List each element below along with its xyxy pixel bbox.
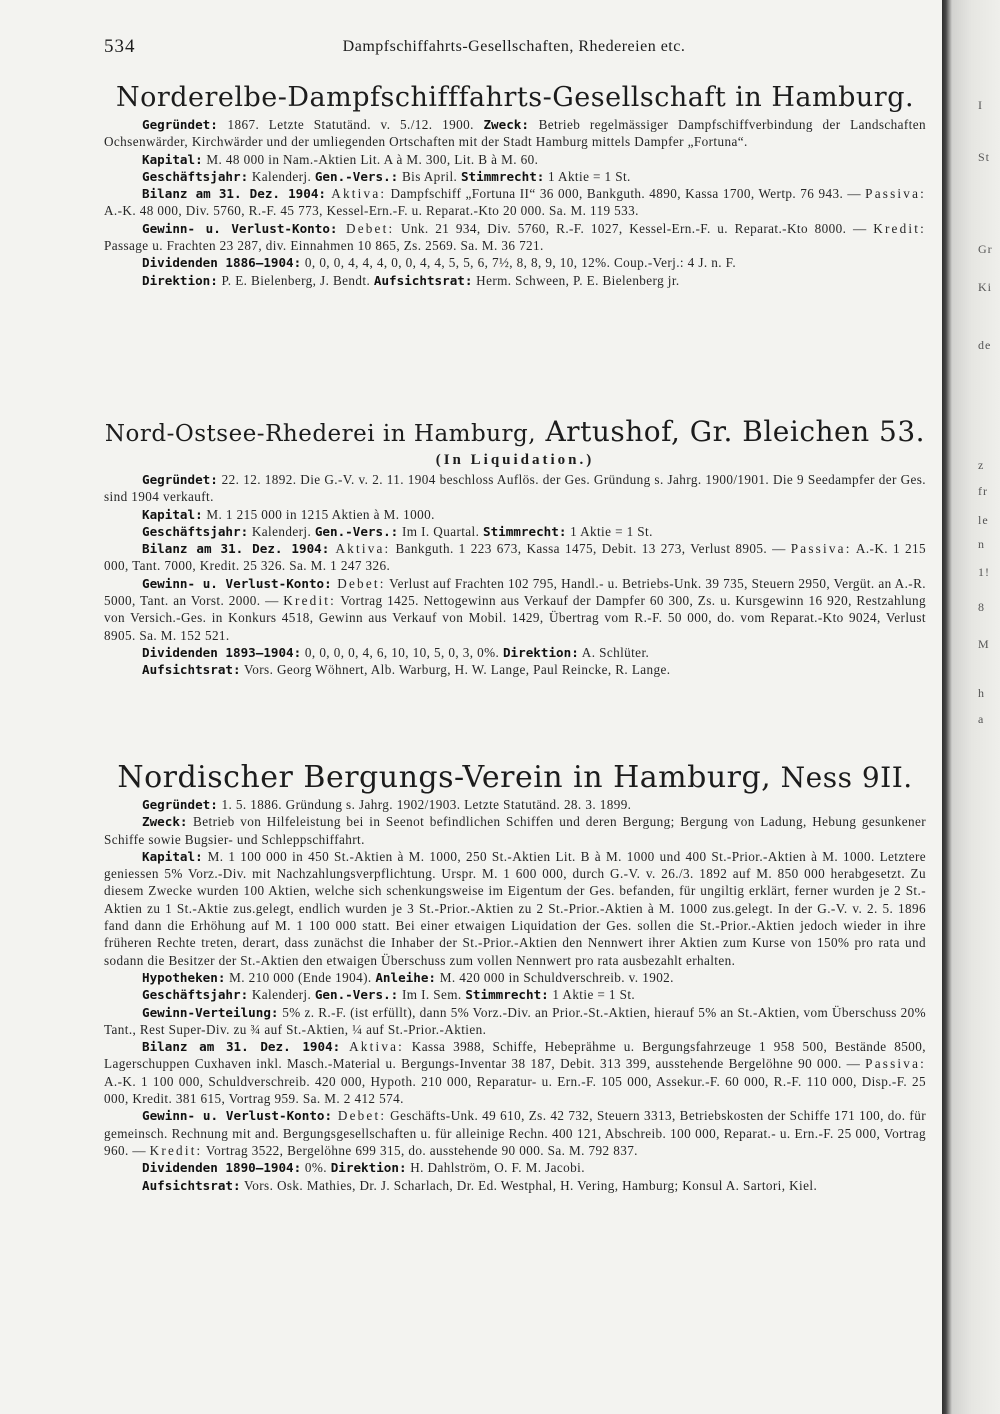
margin-fragment: I <box>978 98 983 112</box>
field-value: M. 210 000 (Ende 1904). <box>225 969 376 985</box>
field-value: Kalenderj. <box>248 523 315 539</box>
field-value: 1. 5. 1886. Gründung s. Jahrg. 1902/1903. Letzte Statutänd. 28. 3. 1899. <box>217 797 632 812</box>
field-value: 1 Aktie = 1 St. <box>566 523 653 539</box>
entry-paragraph <box>104 220 926 255</box>
entry-paragraph <box>104 506 926 523</box>
field-label: Zweck: <box>483 117 529 132</box>
field-label: Kapital: <box>142 506 203 522</box>
field-label: Gewinn- u. Verlust-Konto: <box>142 1108 333 1124</box>
entry-paragraph <box>104 1004 926 1039</box>
company-title <box>104 414 926 452</box>
field-label: Geschäftsjahr: <box>142 987 249 1003</box>
field-value: A.-K. 48 000, Div. 5760, R.-F. 45 773, Kessel-Ern.-F. u. Reparat.-Kto 20 000. Sa. M. 119 533. <box>104 203 639 219</box>
entry-paragraph <box>104 523 926 540</box>
field-label: Geschäftsjahr: <box>142 168 249 184</box>
field-value: Kalenderj. <box>248 987 315 1003</box>
spaced-heading: Kredit: <box>283 593 337 609</box>
field-value: Bankguth. 1 223 673, Kassa 1475, Debit. 13 273, Verlust 8905. — <box>390 541 791 557</box>
spaced-heading: Kredit: <box>149 1142 203 1158</box>
field-value: Verlust auf Frachten 102 795, Handl.- u. Betriebs-Unk. 39 735, Steuern 2950, Vergüt. an A.-R. 5000, Tant. an Vorst. 2000. — <box>104 575 926 609</box>
company-address: Artushof, Gr. Bleichen 53. <box>536 415 926 448</box>
company-address: Ness 9II. <box>771 761 913 794</box>
field-label: Stimmrecht: <box>483 523 567 539</box>
field-label: Gen.-Vers.: <box>314 987 399 1003</box>
spaced-heading: Debet: <box>337 220 395 236</box>
field-label: Aufsichtsrat: <box>142 1177 241 1193</box>
margin-fragment: le <box>978 513 989 527</box>
entry-paragraph <box>104 254 926 271</box>
field-label: Bilanz am 31. Dez. 1904: <box>142 186 327 202</box>
field-label: Stimmrecht: <box>460 168 545 184</box>
field-label: Anleihe: <box>375 969 436 985</box>
company-title <box>104 760 926 796</box>
field-value: Herm. Schween, P. E. Bielenberg jr. <box>472 272 680 288</box>
adjacent-page-edge <box>942 0 1000 1414</box>
field-label: Dividenden 1890—1904: <box>142 1160 302 1176</box>
spaced-heading: Passiva: <box>865 186 926 202</box>
field-label: Gegründet: <box>142 117 218 132</box>
field-value: Vortrag 1425. Nettogewinn aus Verkauf der Dampfer 60 300, Zs. u. Kursgewinn 16 920, Restzahlung von Versich.-Ges. in Konkurs 4518, Gewinn aus Verkauf von Mobil. 1429, Übertrag vom R.-F. 50 000, do. vom Reparat.-Kto 9024, Verlust 8905. Sa. M. 152 521. <box>104 593 926 643</box>
field-value: A.-K. 1 100 000, Schuldverschreib. 420 000, Hypoth. 210 000, Reparatur- u. Ern.-F. 105 000, Assekur.-F. 60 000, R.-F. 110 000, Disp.-F. 25 000, Kredit. 381 615, Vortrag 959. Sa. M. 2 412 574. <box>104 1073 926 1107</box>
field-value: Kassa 3988, Schiffe, Hebeprähme u. Bergungsfahrzeuge 1 958 500, Bestände 8500, Lagerschuppen Cuxhaven inkl. Masch.-Material u. Bergungs-Inventar 38 187, Debit. 313 399, ausstehende Bergelöhne 90 000. — <box>104 1039 926 1072</box>
entry-paragraph <box>104 796 926 813</box>
field-value: Vors. Georg Wöhnert, Alb. Warburg, H. W. Lange, Paul Reincke, R. Lange. <box>240 662 671 678</box>
field-label: Direktion: <box>142 272 218 288</box>
entry-paragraph <box>104 575 926 644</box>
entry-paragraph <box>104 986 926 1003</box>
entry-paragraph <box>104 471 926 506</box>
field-label: Gegründet: <box>142 797 218 812</box>
field-value: Im I. Sem. <box>398 987 466 1003</box>
spaced-heading: Aktiva: <box>326 186 387 202</box>
company-title <box>104 80 926 116</box>
margin-fragment: n <box>978 537 985 551</box>
field-value: M. 1 100 000 in 450 St.-Aktien à M. 1000, 250 St.-Aktien Lit. B à M. 1000 und 400 St.-Prior.-Aktien à M. 1000. Letztere geniessen 5% Vorz.-Div. mit Nachzahlungsverpflichtung. Urspr. M. 1 600 000, durch G.-V. v. 26./3. 1892 auf M. 850 000 herabgesetzt. Zu diesem Zwecke wurden 100 Aktien, welche sich schenkungsweise im Eigentum der Ges. befanden, für ungiltig erklärt, ferner wurden je 2 St.-Aktien zu 1 St.-Aktie zus.gelegt, endlich wurden je 3 St.-Prior.-Aktien zu 2 St.-Prior.-Aktien à M. 1000 zus.gelegt. In der G.-V. v. 2. 5. 1896 fand dann die Erhöhung auf M. 1 100 000 statt. Bei einer etwaigen Liquidation der Ges. sollen die St.-Prior.-Aktien jedoch wieder in ihre früheren Rechte treten, derart, dass zunächst die Inhaber der St.-Prior.-Aktien den Nennwert ihrer Aktien zum Kurse von 150% pro rata und sodann die Besitzer der St.-Aktien den etwaigen Überschuss zum vollen Nennwert pro rata ausbezahlt erhalten. <box>104 848 926 968</box>
margin-fragment: Gr <box>978 242 993 256</box>
field-label: Direktion: <box>502 644 579 660</box>
field-label: Zweck: <box>142 814 188 830</box>
entry-paragraph <box>104 1038 926 1107</box>
company-status: (In Liquidation.) <box>435 452 595 468</box>
field-label: Gen.-Vers.: <box>314 168 399 184</box>
field-label: Gewinn-Verteilung: <box>142 1004 279 1020</box>
entry-paragraph <box>104 168 926 185</box>
field-label: Dividenden 1893—1904: <box>142 644 302 660</box>
margin-fragment: fr <box>978 484 988 498</box>
page-header <box>104 36 924 60</box>
margin-fragment: M <box>978 637 990 651</box>
field-value: 22. 12. 1892. Die G.-V. v. 2. 11. 1904 beschloss Auflös. der Ges. Gründung s. Jahrg. 1900/1901. Die 9 Seedampfer der Ges. sind 1904 verkauft. <box>104 472 926 505</box>
field-label: Kapital: <box>142 151 203 167</box>
field-value: Vortrag 3522, Bergelöhne 699 315, do. ausstehende 90 000. Sa. M. 792 837. <box>202 1142 638 1158</box>
field-value: Betrieb regelmässiger Dampfschiffverbindung der Landschaften Ochsenwärder, Kirchwärder und der umliegenden Ortschaften mit der Stadt Hamburg mittels Dampfer „Fortuna“. <box>104 117 926 150</box>
field-value: A. Schlüter. <box>578 644 650 660</box>
field-value: Geschäfts-Unk. 49 610, Zs. 42 732, Steuern 3313, Betriebskosten der Schiffe 171 100, do. für gemeinsch. Rechnung mit and. Bergungsgesellschaften u. für alleinige Rechn. 400 121, Abschreib. 100 000, Reparat.- u. Ern.-F. 25 000, Vortrag 960. — <box>104 1108 926 1158</box>
field-label: Direktion: <box>330 1160 407 1176</box>
field-label: Bilanz am 31. Dez. 1904: <box>142 1039 341 1055</box>
entry-paragraph <box>104 185 926 220</box>
field-value: 1 Aktie = 1 St. <box>544 168 631 184</box>
field-value: Betrieb von Hilfeleistung bei in Seenot befindlichen Schiffen und deren Bergung; Bergung von Ladung, Hebung gesunkener Schiffe sowie Bugsier- und Schleppschiffahrt. <box>104 814 926 847</box>
field-value: A.-K. 1 215 000, Tant. 7000, Kredit. 25 326. Sa. M. 1 247 326. <box>104 541 926 574</box>
spaced-heading: Passiva: <box>865 1056 926 1072</box>
field-label: Gen.-Vers.: <box>314 523 399 539</box>
field-label: Gewinn- u. Verlust-Konto: <box>142 220 338 236</box>
margin-fragment: St <box>978 150 991 164</box>
margin-fragment: Ki <box>978 280 992 294</box>
entry-paragraph <box>104 272 926 289</box>
field-label: Kapital: <box>142 848 203 864</box>
field-value: 0, 0, 0, 0, 4, 6, 10, 10, 5, 0, 3, 0%. <box>301 644 503 660</box>
field-label: Hypotheken: <box>142 969 226 985</box>
field-label: Stimmrecht: <box>465 987 549 1003</box>
spaced-heading: Debet: <box>332 1108 387 1124</box>
field-value: H. Dahlström, O. F. M. Jacobi. <box>406 1160 585 1176</box>
entry-paragraph <box>104 813 926 848</box>
entry-paragraph <box>104 540 926 575</box>
spaced-heading: Debet: <box>331 575 386 591</box>
entry-paragraph <box>104 1159 926 1176</box>
field-value: 1 Aktie = 1 St. <box>548 987 636 1003</box>
field-value: Im I. Quartal. <box>398 523 484 539</box>
entry-paragraph <box>104 151 926 168</box>
margin-fragment: de <box>978 338 992 352</box>
company-entry <box>104 414 926 679</box>
company-entry <box>104 80 926 289</box>
running-title: Dampfschiffahrts-Gesellschaften, Rhedereien etc. <box>342 38 686 55</box>
field-value: 0%. <box>301 1160 331 1176</box>
field-value: Kalenderj. <box>248 168 315 184</box>
field-value: 1867. Letzte Statutänd. v. 5./12. 1900. <box>217 117 484 132</box>
margin-fragment: a <box>978 712 985 726</box>
entry-paragraph <box>104 1107 926 1159</box>
entry-paragraph <box>104 1177 926 1194</box>
entry-paragraph <box>104 116 926 151</box>
field-value: Dampfschiff „Fortuna II“ 36 000, Bankguth. 4890, Kassa 1700, Wertp. 76 943. — <box>386 186 866 202</box>
entry-paragraph <box>104 848 926 969</box>
field-label: Gegründet: <box>142 472 218 487</box>
margin-fragment: 8 <box>978 600 985 614</box>
field-value: M. 420 000 in Schuldverschreib. v. 1902. <box>436 969 674 985</box>
field-value: Vors. Osk. Mathies, Dr. J. Scharlach, Dr. Ed. Westphal, H. Vering, Hamburg; Konsul A. Sartori, Kiel. <box>240 1177 818 1193</box>
field-value: P. E. Bielenberg, J. Bendt. <box>217 272 374 288</box>
company-entry <box>104 760 926 1194</box>
spaced-heading: Aktiva: <box>340 1039 405 1055</box>
field-value: 5% z. R.-F. (ist erfüllt), dann 5% Vorz.-Div. an Prior.-St.-Aktien, hierauf 5% an St.-Aktien, vom Überschuss 20% Tant., Rest Super-Div. zu ¾ auf St.-Aktien, ¼ auf St.-Prior.-Aktien. <box>104 1004 926 1037</box>
entry-paragraph <box>104 661 926 678</box>
margin-fragment: 1! <box>978 565 990 579</box>
field-label: Aufsichtsrat: <box>142 662 241 678</box>
margin-fragment: z <box>978 458 985 472</box>
field-value: M. 48 000 in Nam.-Aktien Lit. A à M. 300, Lit. B à M. 60. <box>202 151 539 167</box>
field-value: M. 1 215 000 in 1215 Aktien à M. 1000. <box>202 506 435 522</box>
field-value: Unk. 21 934, Div. 5760, R.-F. 1027, Kessel-Ern.-F. u. Reparat.-Kto 8000. — <box>394 220 874 236</box>
company-name: Nordischer Bergungs-Verein in Hamburg, <box>117 760 772 795</box>
field-value: Passage u. Frachten 23 287, div. Einnahmen 10 865, Zs. 2569. Sa. M. 36 721. <box>104 238 544 254</box>
entry-paragraph <box>104 644 926 661</box>
field-label: Dividenden 1886—1904: <box>142 255 302 271</box>
field-label: Gewinn- u. Verlust-Konto: <box>142 575 332 591</box>
spaced-heading: Kredit: <box>873 220 926 236</box>
field-value: Bis April. <box>398 168 461 184</box>
company-name: Norderelbe-Dampfschifffahrts-Gesellschaft in Hamburg. <box>115 82 915 113</box>
company-name: Nord-Ostsee-Rhederei in Hamburg, <box>104 421 537 447</box>
field-label: Geschäftsjahr: <box>142 523 249 539</box>
entry-paragraph <box>104 969 926 986</box>
margin-fragment: h <box>978 686 985 700</box>
field-label: Aufsichtsrat: <box>373 272 473 288</box>
field-label: Bilanz am 31. Dez. 1904: <box>142 541 330 557</box>
spaced-heading: Aktiva: <box>329 541 391 557</box>
spaced-heading: Passiva: <box>790 541 852 557</box>
field-value: 0, 0, 0, 4, 4, 4, 0, 0, 4, 4, 5, 5, 6, 7½, 8, 8, 9, 10, 12%. Coup.-Verj.: 4 J. n. F. <box>301 255 737 271</box>
page-number: 534 <box>104 36 136 57</box>
